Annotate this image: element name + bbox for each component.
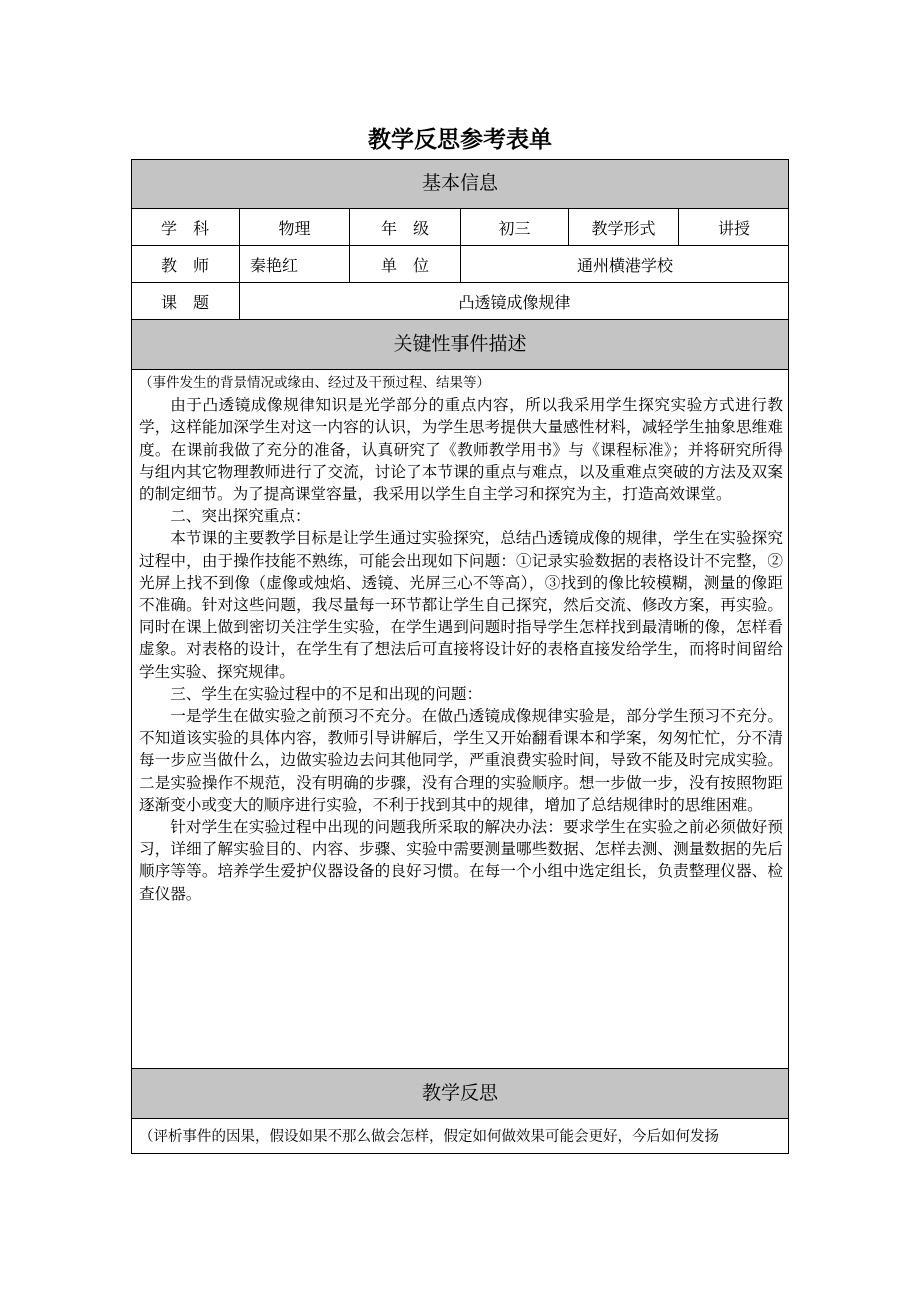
topic-value: 凸透镜成像规律 bbox=[458, 292, 571, 312]
teaching-form-value: 讲授 bbox=[717, 218, 750, 238]
key-event-body bbox=[131, 372, 789, 1069]
teacher-label: 教 师 bbox=[131, 246, 240, 282]
key-event-header: 关键性事件描述 bbox=[131, 320, 789, 370]
subject-label: 学 科 bbox=[131, 209, 240, 245]
basic-info-header: 基本信息 bbox=[131, 159, 789, 209]
paragraph: 本节课的主要教学目标是让学生通过实验探究，总结凸透镜成像的规律，学生在实验探究过程中，由于操作技能不熟练，可能会出现如下问题：①记录实验数据的表格设计不完整，②光屏上找不到像（虚像或烛焰、透镜、光屏三心不等高），③找到的像比较模糊，测量的像距不准确。针对这些问题，我尽量每一环节都让学生自己探究，然后交流、修改方案，再实验。同时在课上做到密切关注学生实验，在学生遇到问题时指导学生怎样找到最清晰的像，怎样看虚象。对表格的设计，在学生有了想法后可直接将设计好的表格直接发给学生，而将时间留给学生实验、探究规律。 bbox=[139, 529, 783, 681]
subject-value: 物理 bbox=[240, 209, 350, 245]
reflection-form-table bbox=[131, 159, 789, 1156]
teacher-unit-row bbox=[131, 246, 789, 283]
reflection-body bbox=[131, 1119, 789, 1156]
section-heading: 二、突出探究重点： bbox=[170, 507, 311, 526]
topic-row bbox=[131, 283, 789, 320]
unit-label: 单 位 bbox=[350, 246, 461, 282]
teaching-form-label: 教学形式 bbox=[569, 209, 679, 245]
grade-label: 年 级 bbox=[350, 209, 461, 245]
key-event-note: （事件发生的背景情况或缘由、经过及干预过程、结果等） bbox=[139, 375, 490, 391]
reflection-header: 教学反思 bbox=[131, 1069, 789, 1119]
page-title: 教学反思参考表单 bbox=[368, 127, 552, 153]
teacher-value: 秦艳红 bbox=[240, 246, 350, 282]
unit-value: 通州横港学校 bbox=[576, 255, 673, 275]
reflection-note: （评析事件的因果，假设如果不那么做会怎样，假定如何做效果可能会更好，今后如何发扬 bbox=[139, 1129, 719, 1145]
paragraph: 一是学生在做实验之前预习不充分。在做凸透镜成像规律实验是，部分学生预习不充分。不知道该实验的具体内容，教师引导讲解后，学生又开始翻看课本和学案，匆匆忙忙，分不清每一步应当做什么，边做实验边去问其他同学，严重浪费实验时间，导致不能及时完成实验。二是实验操作不规范，没有明确的步骤，没有合理的实验顺序。想一步做一步，没有按照物距逐渐变小或变大的顺序进行实验，不利于找到其中的规律，增加了总结规律时的思维困难。 bbox=[139, 707, 783, 814]
grade-value: 初三 bbox=[461, 209, 569, 245]
paragraph: 针对学生在实验过程中出现的问题我所采取的解决办法：要求学生在实验之前必须做好预习，详细了解实验目的、内容、步骤、实验中需要测量哪些数据、怎样去测、测量数据的先后顺序等等。培养学生爱护仪器设备的良好习惯。在每一个小组中选定组长，负责整理仪器、检查仪器。 bbox=[139, 818, 783, 903]
section-heading: 三、学生在实验过程中的不足和出现的问题： bbox=[170, 684, 483, 703]
topic-label: 课 题 bbox=[131, 283, 240, 319]
subject-grade-row bbox=[131, 209, 789, 246]
paragraph: 由于凸透镜成像规律知识是光学部分的重点内容，所以我采用学生探究实验方式进行教学，这样能加深学生对这一内容的认识，为学生思考提供大量感性材料，减轻学生抽象思维难度。在课前我做了充分的准备，认真研究了《教师教学用书》与《课程标准》；并将研究所得与组内其它物理教师进行了交流，讨论了本节课的重点与难点，以及重难点突破的方法及双案的制定细节。为了提高课堂容量，我采用以学生自主学习和探究为主，打造高效课堂。 bbox=[139, 396, 783, 504]
